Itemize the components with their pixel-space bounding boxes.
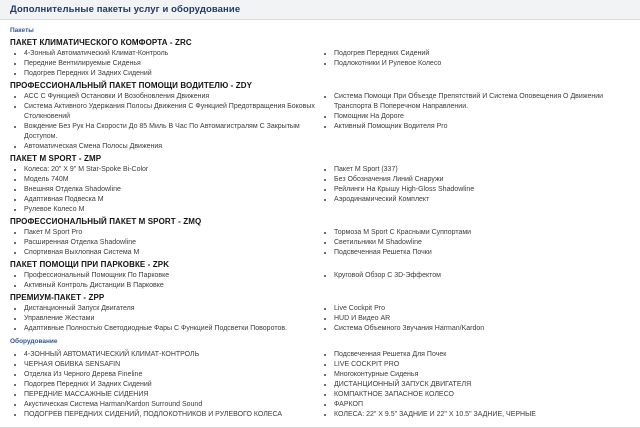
- package-item: • Подогрев Передних Сидений: [334, 49, 626, 59]
- package-item: • ФАРКОП: [334, 400, 626, 410]
- package: [10, 81, 630, 152]
- package-items-left: [10, 92, 320, 152]
- package-item: • Автоматическая Смена Полосы Движения: [24, 142, 316, 152]
- package-columns: [10, 271, 630, 291]
- package-item: • Подогрев Передних И Задних Сидений: [24, 69, 316, 79]
- package-item: • Спортивная Выхлопная Система M: [24, 248, 316, 258]
- package-items-right: [320, 228, 630, 258]
- section-label: Пакеты: [10, 27, 34, 34]
- package-items-right: [320, 271, 630, 291]
- card-content: [0, 20, 640, 427]
- package-item: • АСС С Функцией Остановки И Возобновления Движения: [24, 92, 316, 102]
- package-items-right: [320, 304, 630, 334]
- package-title: ПАКЕТ ПОМОЩИ ПРИ ПАРКОВКЕ - ZPK: [10, 260, 170, 269]
- package-item: • HUD И Видео AR: [334, 314, 626, 324]
- card-header: [0, 0, 640, 20]
- section: [10, 26, 630, 334]
- package-item: • 4-Зонный Автоматический Климат-Контроль: [24, 49, 316, 59]
- package-title: ПРОФЕССИОНАЛЬНЫЙ ПАКЕТ ПОМОЩИ ВОДИТЕЛЮ - ZDY: [10, 81, 253, 90]
- package-items-left: [10, 350, 320, 420]
- section-label: Оборудование: [10, 338, 58, 345]
- package-item: • ЧЕРНАЯ ОБИВКА SENSAFIN: [24, 360, 316, 370]
- package-columns: [10, 165, 630, 215]
- package-item: • Система Помощи При Объезде Препятствий И Система Оповещения О Движении Транспорта В Поперечном Направлении.: [334, 92, 626, 112]
- package-items-left: [10, 165, 320, 215]
- package-item: • Рейлинги На Крышу High-Gloss Shadowline: [334, 185, 626, 195]
- package: [10, 38, 630, 79]
- package-items-right: [320, 49, 630, 79]
- package-item: • Пакет M Sport (337): [334, 165, 626, 175]
- package-item: • Система Объемного Звучания Harman/Kardon: [334, 324, 626, 334]
- package-item: • LIVE COCKPIT PRO: [334, 360, 626, 370]
- package-item: • Адаптивные Полностью Светодиодные Фары С Функцией Подсветки Поворотов.: [24, 324, 316, 334]
- package-item: • ДИСТАНЦИОННЫЙ ЗАПУСК ДВИГАТЕЛЯ: [334, 380, 626, 390]
- package: [10, 347, 630, 420]
- package-items-left: [10, 271, 320, 291]
- package-items-left: [10, 304, 320, 334]
- package-item: • Модель 740M: [24, 175, 316, 185]
- package-item: • Помощник На Дороге: [334, 112, 626, 122]
- package-item: • Профессиональный Помощник По Парковке: [24, 271, 316, 281]
- package-item: • Подогрев Передних И Задних Сидений: [24, 380, 316, 390]
- package-columns: [10, 350, 630, 420]
- package-columns: [10, 92, 630, 152]
- package-item: • Система Активного Удержания Полосы Движения С Функцией Предотвращения Боковых Столкновений: [24, 102, 316, 122]
- package-item: • Активный Контроль Дистанции В Парковке: [24, 281, 316, 291]
- package-items-right: [320, 92, 630, 152]
- package-item: • КОЛЕСА: 22" X 9.5" ЗАДНИЕ И 22" X 10.5" ЗАДНИЕ, ЧЕРНЫЕ: [334, 410, 626, 420]
- package-item: • Акустическая Система Harman/Kardon Surround Sound: [24, 400, 316, 410]
- sections-container: [10, 26, 630, 420]
- package-columns: [10, 304, 630, 334]
- package-item: • Колеса: 20" X 9" M Star-Spoke Bi-Color: [24, 165, 316, 175]
- package-item: • 4-ЗОННЫЙ АВТОМАТИЧЕСКИЙ КЛИМАТ-КОНТРОЛЬ: [24, 350, 316, 360]
- package-title: ПРОФЕССИОНАЛЬНЫЙ ПАКЕТ M SPORT - ZMQ: [10, 217, 202, 226]
- package-title: ПРЕМИУМ-ПАКЕТ - ZPP: [10, 293, 105, 302]
- package-item: • Подсвеченная Решетка Почки: [334, 248, 626, 258]
- package-columns: [10, 49, 630, 79]
- package-item: • Подлокотники И Рулевое Колесо: [334, 59, 626, 69]
- package-title: ПАКЕТ M SPORT - ZMP: [10, 154, 102, 163]
- package-item: • Вождение Без Рук На Скорости До 85 Миль В Час По Автомагистралям С Закрытым Доступом.: [24, 122, 316, 142]
- package-item: • Дистанционный Запуск Двигателя: [24, 304, 316, 314]
- package-item: • Передние Вентилируемые Сиденья: [24, 59, 316, 69]
- package-item: • Расширенная Отделка Shadowline: [24, 238, 316, 248]
- package-item: • ПЕРЕДНИЕ МАССАЖНЫЕ СИДЕНИЯ: [24, 390, 316, 400]
- package-item: • Светильники M Shadowline: [334, 238, 626, 248]
- package-item: • КОМПАКТНОЕ ЗАПАСНОЕ КОЛЕСО: [334, 390, 626, 400]
- package-item: • Внешняя Отделка Shadowline: [24, 185, 316, 195]
- package-item: • ПОДОГРЕВ ПЕРЕДНИХ СИДЕНИЙ, ПОДЛОКОТНИКОВ И РУЛЕВОГО КОЛЕСА: [24, 410, 316, 420]
- package-item: • Аэродинамический Комплект: [334, 195, 626, 205]
- package-item: • Подсвеченная Решетка Для Почек: [334, 350, 626, 360]
- package: [10, 154, 630, 215]
- package-item: • Адаптивная Подвеска M: [24, 195, 316, 205]
- package-item: • Круговой Обзор С 3D-Эффектом: [334, 271, 626, 281]
- package-item: • Отделка Из Черного Дерева Fineline: [24, 370, 316, 380]
- page-title: Дополнительные пакеты услуг и оборудование: [10, 4, 241, 15]
- package-item: • Пакет M Sport Pro: [24, 228, 316, 238]
- package-item: • Тормоза M Sport С Красными Суппортами: [334, 228, 626, 238]
- package-item: • Управление Жестами: [24, 314, 316, 324]
- package-items-right: [320, 165, 630, 215]
- package: [10, 260, 630, 291]
- package-items-left: [10, 49, 320, 79]
- package-item: • Без Обозначения Линий Снаружи: [334, 175, 626, 185]
- package: [10, 217, 630, 258]
- package-item: • Рулевое Колесо M: [24, 205, 316, 215]
- package-items-right: [320, 350, 630, 420]
- package-title: ПАКЕТ КЛИМАТИЧЕСКОГО КОМФОРТА - ZRC: [10, 38, 192, 47]
- package-item: • Многоконтурные Сиденья: [334, 370, 626, 380]
- package-item: • Активный Помощник Водителя Pro: [334, 122, 626, 132]
- package-columns: [10, 228, 630, 258]
- package-item: • Live Cockpit Pro: [334, 304, 626, 314]
- package-items-left: [10, 228, 320, 258]
- section: [10, 337, 630, 420]
- package: [10, 293, 630, 334]
